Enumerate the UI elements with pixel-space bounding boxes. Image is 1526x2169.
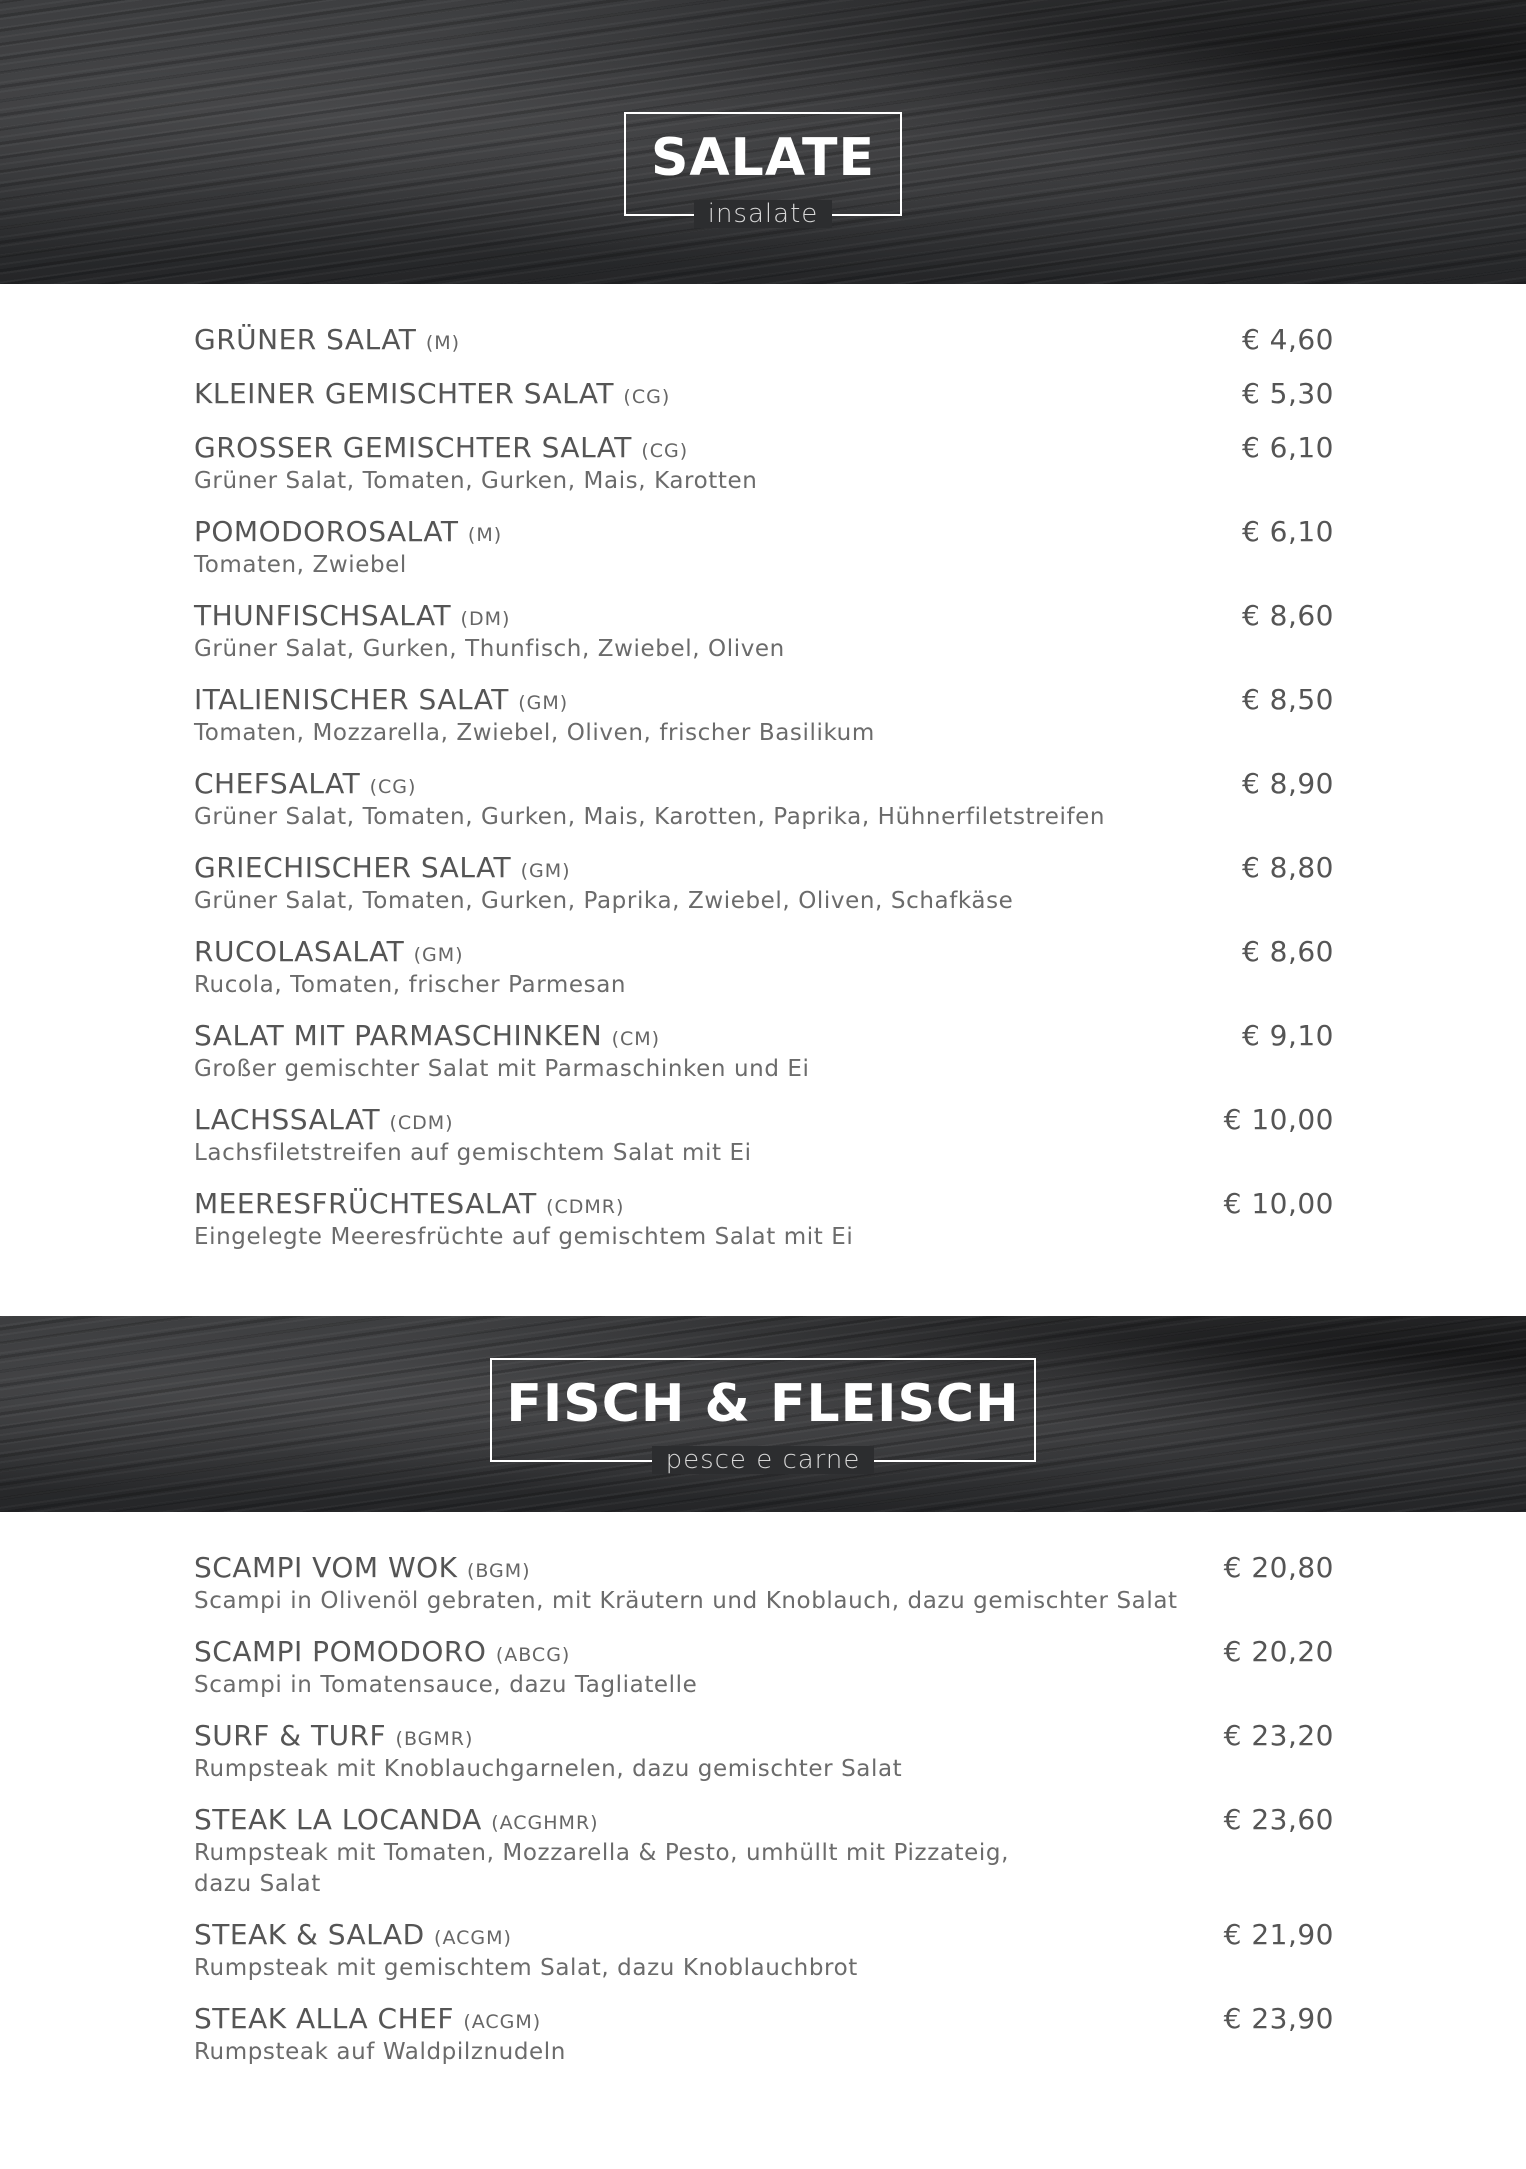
menu-item-title-row bbox=[194, 1018, 1334, 1054]
menu-item-description: Rucola, Tomaten, frischer Parmesan bbox=[194, 972, 627, 998]
menu-item-title-row bbox=[194, 766, 1334, 802]
menu-item-name: MEERESFRÜCHTESALAT bbox=[194, 1187, 537, 1220]
menu-item-name: STEAK LA LOCANDA bbox=[194, 1803, 482, 1836]
menu-item-price: € 21,90 bbox=[1223, 1918, 1334, 1951]
menu-item bbox=[194, 1917, 1334, 2001]
menu-item-title-row bbox=[194, 1718, 1334, 1754]
menu-item-name: SURF & TURF bbox=[194, 1719, 387, 1752]
menu-item-name: CHEFSALAT bbox=[194, 767, 361, 800]
menu-item-price: € 5,30 bbox=[1241, 377, 1334, 410]
section-banner-fisch-fleisch bbox=[0, 1316, 1526, 1512]
menu-item-description: Tomaten, Zwiebel bbox=[194, 552, 407, 578]
menu-item bbox=[194, 1102, 1334, 1186]
menu-item-description: Grüner Salat, Tomaten, Gurken, Paprika, Zwiebel, Oliven, Schafkäse bbox=[194, 888, 1014, 914]
menu-item-price: € 9,10 bbox=[1241, 1019, 1334, 1052]
menu-item bbox=[194, 598, 1334, 682]
menu-item bbox=[194, 322, 1334, 376]
menu-item-allergens: (CG) bbox=[641, 440, 689, 462]
menu-item-title-row bbox=[194, 934, 1334, 970]
menu-item-description: Scampi in Tomatensauce, dazu Tagliatelle bbox=[194, 1672, 698, 1698]
menu-item-price: € 8,60 bbox=[1241, 599, 1334, 632]
menu-item-price: € 8,50 bbox=[1241, 683, 1334, 716]
menu-item-price: € 10,00 bbox=[1223, 1187, 1334, 1220]
menu-item-price: € 23,90 bbox=[1223, 2002, 1334, 2035]
menu-item-name: STEAK ALLA CHEF bbox=[194, 2002, 454, 2035]
menu-item-price: € 10,00 bbox=[1223, 1103, 1334, 1136]
section-banner-salate bbox=[0, 0, 1526, 284]
menu-item bbox=[194, 934, 1334, 1018]
menu-item-price: € 23,60 bbox=[1223, 1803, 1334, 1836]
menu-item-description: Grüner Salat, Tomaten, Gurken, Mais, Karotten, Paprika, Hühnerfiletstreifen bbox=[194, 804, 1106, 830]
menu-item-description: Großer gemischter Salat mit Parmaschinken und Ei bbox=[194, 1056, 810, 1082]
menu-item-name: THUNFISCHSALAT bbox=[194, 599, 452, 632]
menu-item-price: € 8,60 bbox=[1241, 935, 1334, 968]
menu-item-name: POMODOROSALAT bbox=[194, 515, 459, 548]
menu-item-allergens: (ACGM) bbox=[434, 1927, 512, 1949]
menu-item bbox=[194, 1186, 1334, 1270]
menu-item-title-row bbox=[194, 598, 1334, 634]
menu-item-allergens: (CDM) bbox=[389, 1112, 454, 1134]
menu-item-allergens: (M) bbox=[467, 524, 503, 546]
menu-item-name: SCAMPI POMODORO bbox=[194, 1635, 487, 1668]
menu-item-title-row bbox=[194, 430, 1334, 466]
menu-item bbox=[194, 850, 1334, 934]
menu-item bbox=[194, 1634, 1334, 1718]
menu-item-name: SCAMPI VOM WOK bbox=[194, 1551, 458, 1584]
menu-item-description: Lachsfiletstreifen auf gemischtem Salat mit Ei bbox=[194, 1140, 752, 1166]
menu-item-description: Rumpsteak auf Waldpilznudeln bbox=[194, 2039, 566, 2065]
menu-item-name: GROSSER GEMISCHTER SALAT bbox=[194, 431, 632, 464]
menu-item-title-row bbox=[194, 1550, 1334, 1586]
menu-item bbox=[194, 376, 1334, 430]
menu-item-name: SALAT MIT PARMASCHINKEN bbox=[194, 1019, 603, 1052]
menu-item-price: € 4,60 bbox=[1241, 323, 1334, 356]
menu-item-allergens: (CDMR) bbox=[546, 1196, 625, 1218]
menu-item-description: Scampi in Olivenöl gebraten, mit Kräutern und Knoblauch, dazu gemischter Salat bbox=[194, 1588, 1178, 1614]
menu-item bbox=[194, 766, 1334, 850]
menu-item-description: Rumpsteak mit Knoblauchgarnelen, dazu gemischter Salat bbox=[194, 1756, 903, 1782]
menu-item bbox=[194, 1550, 1334, 1634]
menu-item-description: Tomaten, Mozzarella, Zwiebel, Oliven, frischer Basilikum bbox=[194, 720, 875, 746]
menu-item-description: Eingelegte Meeresfrüchte auf gemischtem Salat mit Ei bbox=[194, 1224, 854, 1250]
menu-item-allergens: (ACGHMR) bbox=[491, 1812, 599, 1834]
menu-item-price: € 8,90 bbox=[1241, 767, 1334, 800]
menu-item-price: € 6,10 bbox=[1241, 431, 1334, 464]
menu-item-title-row bbox=[194, 1634, 1334, 1670]
section-title-box bbox=[624, 112, 902, 229]
menu-item-name: LACHSSALAT bbox=[194, 1103, 381, 1136]
menu-item-name: GRIECHISCHER SALAT bbox=[194, 851, 512, 884]
menu-item-description: Rumpsteak mit Tomaten, Mozzarella & Pesto, umhüllt mit Pizzateig, dazu Salat bbox=[194, 1840, 1010, 1897]
menu-item-title-row bbox=[194, 322, 1334, 358]
menu-item-price: € 20,80 bbox=[1223, 1551, 1334, 1584]
menu-item-name: RUCOLASALAT bbox=[194, 935, 405, 968]
menu-list-salate bbox=[194, 322, 1334, 1270]
section-title-box bbox=[490, 1358, 1036, 1475]
menu-item-allergens: (ACGM) bbox=[463, 2011, 542, 2033]
menu-item-name: STEAK & SALAD bbox=[194, 1918, 425, 1951]
menu-item-title-row bbox=[194, 376, 1334, 412]
menu-item-allergens: (GM) bbox=[518, 692, 569, 714]
menu-item-allergens: (BGM) bbox=[466, 1560, 531, 1582]
menu-item-allergens: (DM) bbox=[460, 608, 511, 630]
menu-item-price: € 23,20 bbox=[1223, 1719, 1334, 1752]
menu-item-name: KLEINER GEMISCHTER SALAT bbox=[194, 377, 615, 410]
menu-item-title-row bbox=[194, 1186, 1334, 1222]
menu-item bbox=[194, 1718, 1334, 1802]
menu-item bbox=[194, 682, 1334, 766]
menu-item-description: Grüner Salat, Tomaten, Gurken, Mais, Karotten bbox=[194, 468, 758, 494]
menu-item-allergens: (ABCG) bbox=[495, 1644, 571, 1666]
menu-item-title-row bbox=[194, 1917, 1334, 1953]
menu-item-title-row bbox=[194, 1802, 1334, 1838]
menu-item bbox=[194, 1802, 1334, 1917]
menu-item-title-row bbox=[194, 850, 1334, 886]
menu-item-allergens: (M) bbox=[425, 332, 461, 354]
menu-item-price: € 6,10 bbox=[1241, 515, 1334, 548]
section-subtitle: pesce e carne bbox=[652, 1446, 875, 1474]
menu-item-price: € 20,20 bbox=[1223, 1635, 1334, 1668]
menu-item-name: GRÜNER SALAT bbox=[194, 323, 417, 356]
menu-item-description: Grüner Salat, Gurken, Thunfisch, Zwiebel, Oliven bbox=[194, 636, 785, 662]
menu-item bbox=[194, 2001, 1334, 2085]
menu-list-fisch-fleisch bbox=[194, 1550, 1334, 2085]
menu-item-description: Rumpsteak mit gemischtem Salat, dazu Knoblauchbrot bbox=[194, 1955, 858, 1981]
menu-item-title-row bbox=[194, 682, 1334, 718]
menu-item bbox=[194, 430, 1334, 514]
section-title: FISCH & FLEISCH bbox=[506, 1374, 1020, 1434]
menu-item bbox=[194, 514, 1334, 598]
menu-item-allergens: (BGMR) bbox=[395, 1728, 474, 1750]
section-subtitle: insalate bbox=[694, 200, 833, 228]
menu-item-allergens: (GM) bbox=[413, 944, 464, 966]
menu-item-allergens: (GM) bbox=[520, 860, 571, 882]
menu-item-name: ITALIENISCHER SALAT bbox=[194, 683, 509, 716]
section-title: SALATE bbox=[650, 128, 876, 188]
menu-item-allergens: (CG) bbox=[623, 386, 671, 408]
menu-item-title-row bbox=[194, 514, 1334, 550]
menu-item bbox=[194, 1018, 1334, 1102]
menu-item-allergens: (CM) bbox=[611, 1028, 661, 1050]
menu-item-title-row bbox=[194, 2001, 1334, 2037]
menu-item-allergens: (CG) bbox=[369, 776, 417, 798]
menu-item-title-row bbox=[194, 1102, 1334, 1138]
menu-item-price: € 8,80 bbox=[1241, 851, 1334, 884]
